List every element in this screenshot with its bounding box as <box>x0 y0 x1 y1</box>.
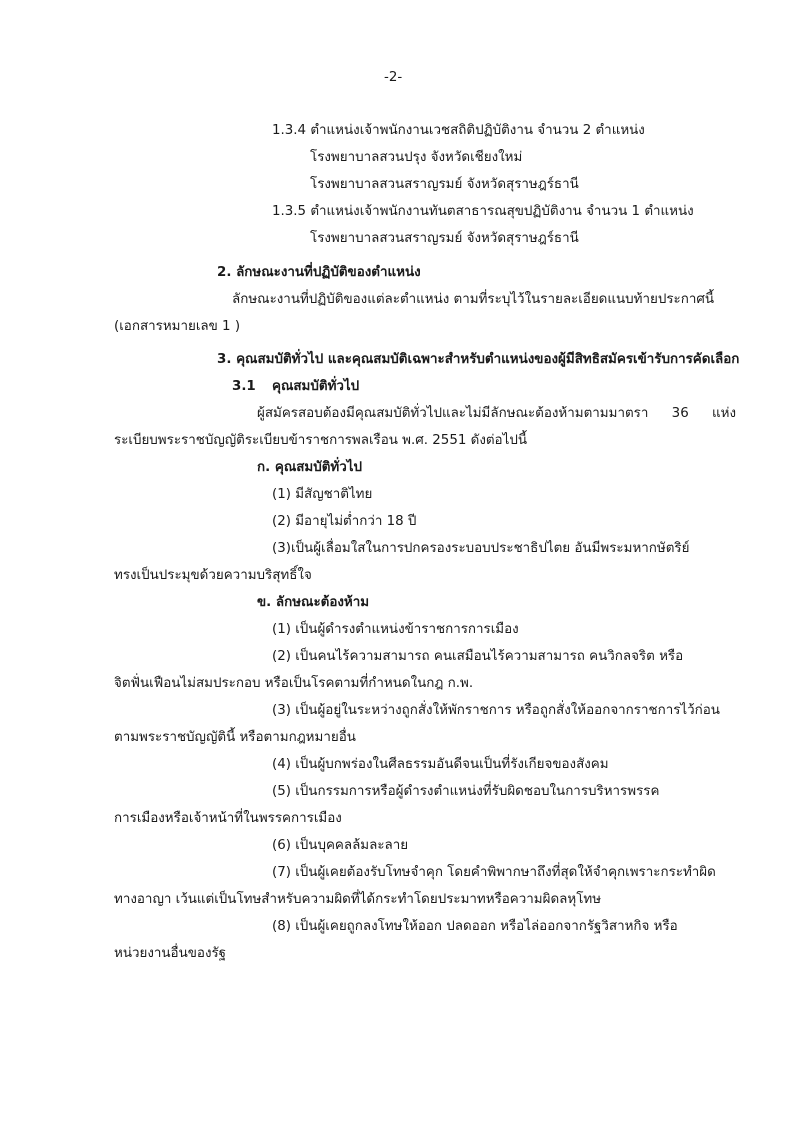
item-1-3-4-hospital-2: โรงพยาบาลสวนสราญรมย์ จังหวัดสุราษฎร์ธานี <box>310 177 579 192</box>
kho-heading: ข. ลักษณะต้องห้าม <box>257 595 370 610</box>
section-2-paragraph-line-2: (เอกสารหมายเลข 1 ) <box>114 319 241 334</box>
item-1-3-5-title: 1.3.5 ตำแหน่งเจ้าพนักงานทันตสาธารณสุขปฏิบัติงาน จำนวน 1 ตำแหน่ง <box>272 204 694 219</box>
kho-item-5-line-2: การเมืองหรือเจ้าหน้าที่ในพรรคการเมือง <box>114 811 342 826</box>
kho-item-6: (6) เป็นบุคคลล้มละลาย <box>272 838 409 853</box>
intro-word-3: แห่ง <box>712 406 736 421</box>
ko-heading: ก. คุณสมบัติทั่วไป <box>257 460 363 475</box>
section-3-1-number: 3.1 <box>232 379 256 394</box>
section-3-intro-line-1 <box>257 403 736 425</box>
intro-word-2: 36 <box>671 406 689 421</box>
section-2-heading: 2. ลักษณะงานที่ปฏิบัติของตำแหน่ง <box>217 265 421 280</box>
section-2-paragraph-line-1: ลักษณะงานที่ปฏิบัติของแต่ละตำแหน่ง ตามที่ระบุไว้ในรายละเอียดแนบท้ายประกาศนี้ <box>232 292 715 307</box>
item-1-3-5-hospital-1: โรงพยาบาลสวนสราญรมย์ จังหวัดสุราษฎร์ธานี <box>310 231 579 246</box>
item-1-3-4-hospital-1: โรงพยาบาลสวนปรุง จังหวัดเชียงใหม่ <box>310 150 523 165</box>
kho-item-2-line-2: จิตฟั่นเฟือนไม่สมประกอบ หรือเป็นโรคตามที่กำหนดในกฎ ก.พ. <box>114 676 474 691</box>
item-1-3-4-title: 1.3.4 ตำแหน่งเจ้าพนักงานเวชสถิติปฏิบัติงาน จำนวน 2 ตำแหน่ง <box>272 123 645 138</box>
ko-item-3-line-2: ทรงเป็นประมุขด้วยความบริสุทธิ์ใจ <box>114 568 312 583</box>
kho-item-4: (4) เป็นผู้บกพร่องในศีลธรรมอันดีจนเป็นที่รังเกียจของสังคม <box>272 757 609 772</box>
ko-item-1: (1) มีสัญชาติไทย <box>272 487 373 502</box>
kho-item-7-line-1: (7) เป็นผู้เคยต้องรับโทษจำคุก โดยคำพิพากษาถึงที่สุดให้จำคุกเพราะกระทำผิด <box>272 865 716 880</box>
kho-item-1: (1) เป็นผู้ดำรงตำแหน่งข้าราชการการเมือง <box>272 622 519 637</box>
kho-item-7-line-2: ทางอาญา เว้นแต่เป็นโทษสำหรับความผิดที่ได้กระทำโดยประมาทหรือความผิดลหุโทษ <box>114 892 602 907</box>
ko-item-2: (2) มีอายุไม่ต่ำกว่า 18 ปี <box>272 514 417 529</box>
kho-item-8-line-1: (8) เป็นผู้เคยถูกลงโทษให้ออก ปลดออก หรือไล่ออกจากรัฐวิสาหกิจ หรือ <box>272 919 678 934</box>
page-number: -2- <box>384 70 403 85</box>
kho-item-2-line-1: (2) เป็นคนไร้ความสามารถ คนเสมือนไร้ความสามารถ คนวิกลจริต หรือ <box>272 649 684 664</box>
section-3-heading: 3. คุณสมบัติทั่วไป และคุณสมบัติเฉพาะสำหรับตำแหน่งของผู้มีสิทธิสมัครเข้ารับการคัดเลือก <box>217 352 740 367</box>
ko-item-3-line-1: (3)เป็นผู้เลื่อมใสในการปกครองระบอบประชาธิปไตย อันมีพระมหากษัตริย์ <box>272 541 690 556</box>
kho-item-3-line-1: (3) เป็นผู้อยู่ในระหว่างถูกสั่งให้พักราชการ หรือถูกสั่งให้ออกจากราชการไว้ก่อน <box>272 703 720 718</box>
kho-item-5-line-1: (5) เป็นกรรมการหรือผู้ดำรงตำแหน่งที่รับผิดชอบในการบริหารพรรค <box>272 784 660 799</box>
intro-word-1: ผู้สมัครสอบต้องมีคุณสมบัติทั่วไปและไม่มีลักษณะต้องห้ามตามมาตรา <box>257 406 649 421</box>
kho-item-8-line-2: หน่วยงานอื่นของรัฐ <box>114 946 227 961</box>
section-3-1-title: คุณสมบัติทั่วไป <box>272 379 360 394</box>
section-3-intro-line-2: ระเบียบพระราชบัญญัติระเบียบข้าราชการพลเรือน พ.ศ. 2551 ดังต่อไปนี้ <box>114 433 527 448</box>
kho-item-3-line-2: ตามพระราชบัญญัตินี้ หรือตามกฎหมายอื่น <box>114 730 356 745</box>
